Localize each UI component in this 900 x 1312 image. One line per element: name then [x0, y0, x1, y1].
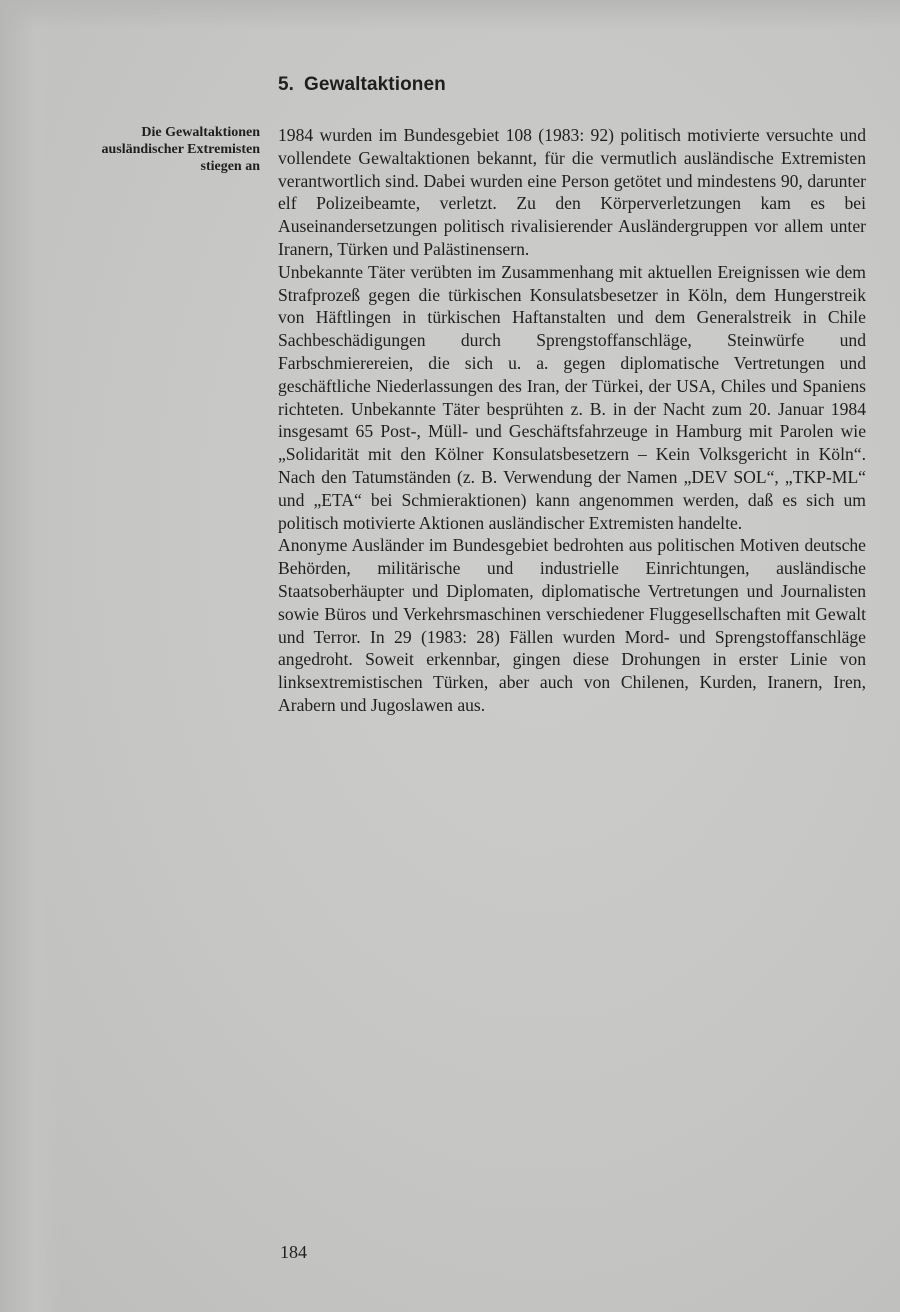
section-title: Gewaltaktionen [304, 74, 446, 95]
top-shadow [0, 0, 900, 30]
paragraph-3: Anonyme Ausländer im Bundesgebiet bedrohten aus politischen Motiven deutsche Behörden, militärische und industrielle Einrichtungen, ausländische Staatsoberhäupter und Diplomaten, diplomatische Vertretungen und Journalisten sowie Büros und Verkehrsmaschinen verschiedener Fluggesellschaften mit Gewalt und Terror. In 29 (1983: 28) Fällen wurden Mord- und Sprengstoffanschläge angedroht. Soweit erkennbar, gingen diese Drohungen in erster Linie von linksextremistischen Türken, aber auch von Chilenen, Kurden, Iranern, Iren, Arabern und Jugoslawen aus. [278, 535, 866, 715]
body-text [278, 124, 866, 717]
section-heading [278, 74, 838, 96]
spine-shadow [0, 0, 60, 1312]
page-number: 184 [280, 1242, 307, 1262]
paragraph-2: Unbekannte Täter verübten im Zusammenhang mit aktuellen Ereignissen wie dem Strafprozeß gegen die türkischen Konsulatsbesetzer in Köln, dem Hungerstreik von Häftlingen in türkischen Haftanstalten und dem Generalstreik in Chile Sachbeschädigungen durch Sprengstoffanschläge, Steinwürfe und Farbschmierereien, die sich u. a. gegen diplomatische Vertretungen und geschäftliche Niederlassungen des Iran, der Türkei, der USA, Chiles und Spaniens richteten. Unbekannte Täter besprühten z. B. in der Nacht zum 20. Januar 1984 insgesamt 65 Post-, Müll- und Geschäftsfahrzeuge in Hamburg mit Parolen wie „Solidarität mit den Kölner Konsulatsbesetzern – Kein Volksgericht in Köln“. Nach den Tatumständen (z. B. Verwendung der Namen „DEV SOL“, „TKP-ML“ und „ETA“ bei Schmieraktionen) kann angenommen werden, daß es sich um politisch motivierte Aktionen ausländischer Extremisten handelte. [278, 261, 866, 533]
paragraph-1: 1984 wurden im Bundesgebiet 108 (1983: 92) politisch motivierte versuchte und vollendete Gewaltaktionen bekannt, für die vermutlich ausländische Extremisten verantwortlich sind. Dabei wurden eine Person getötet und mindestens 90, darunter elf Polizeibeamte, verletzt. Zu den Körperverletzungen kam es bei Auseinandersetzungen politisch rivalisierender Ausländergruppen vor allem unter Iranern, Türken und Palästinensern. [278, 125, 866, 259]
section-number: 5. [278, 74, 295, 95]
margin-note: Die Gewaltaktionen ausländischer Extremisten stiegen an [101, 125, 260, 174]
